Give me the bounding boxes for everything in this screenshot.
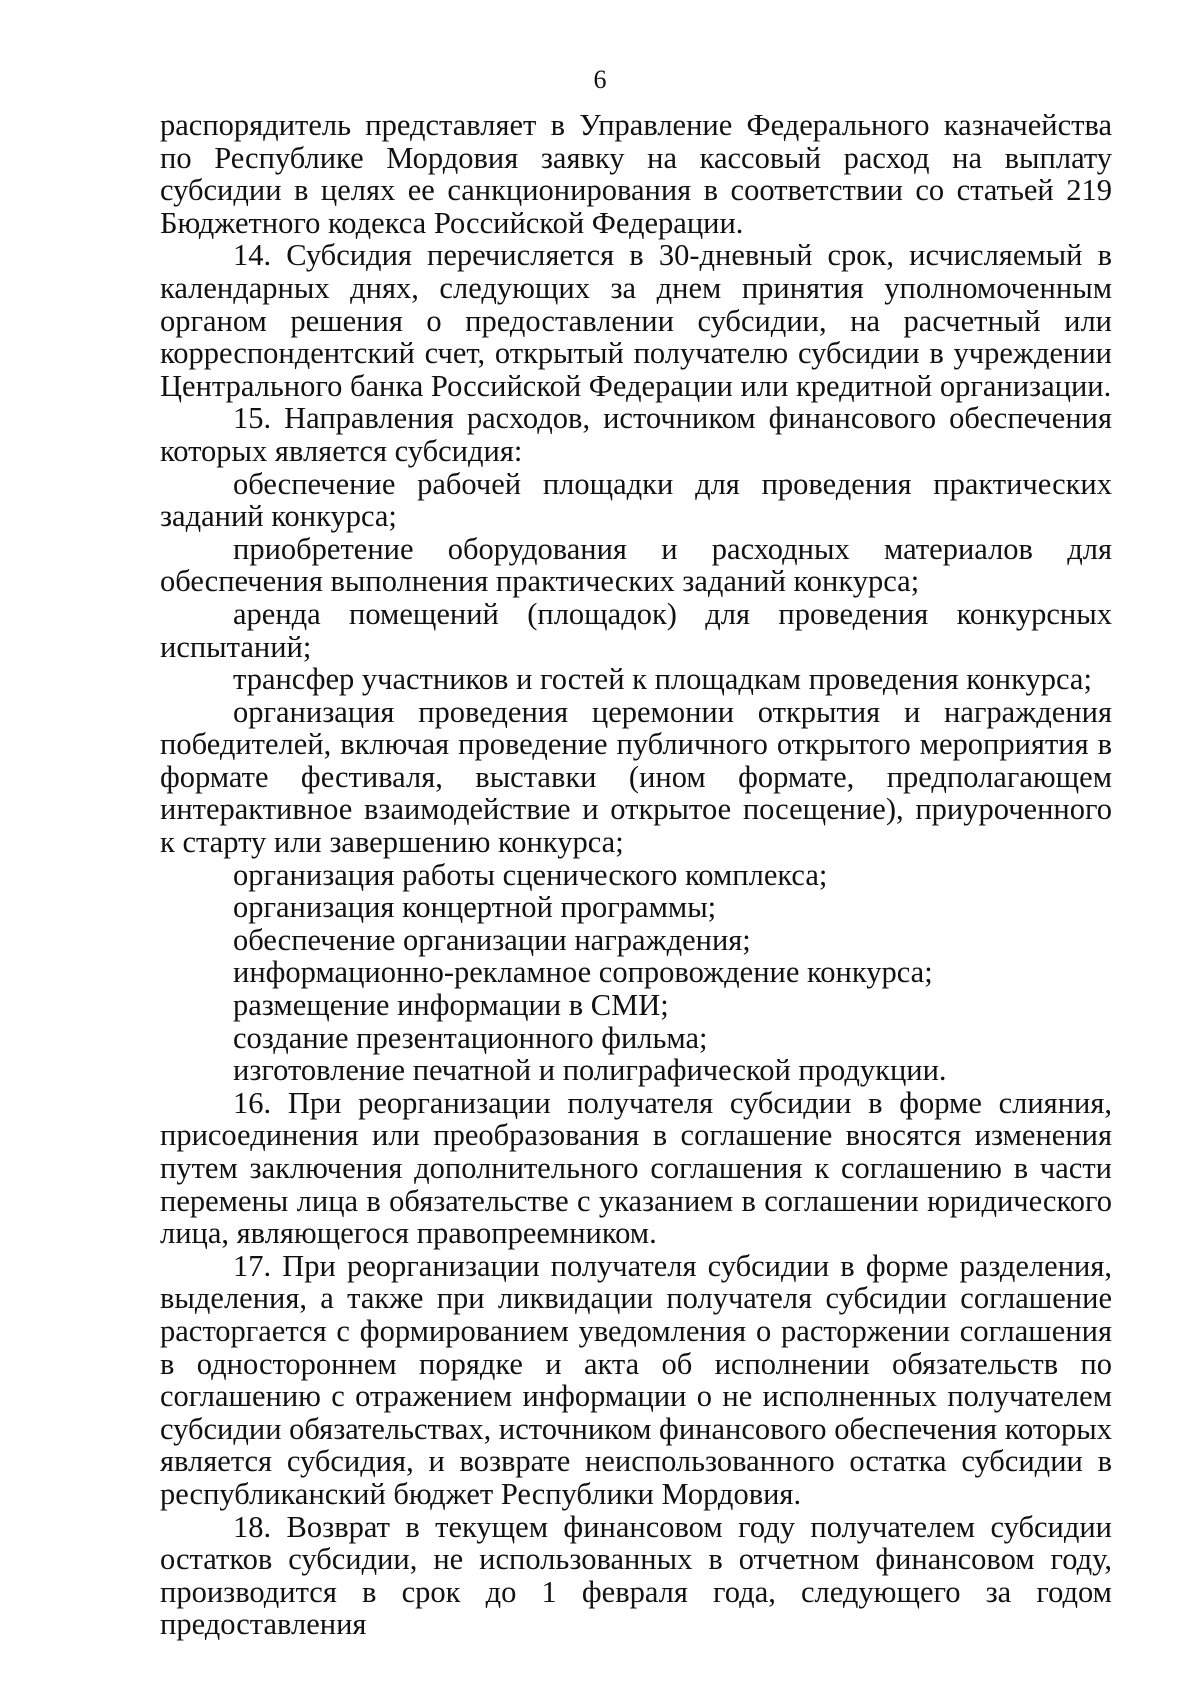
paragraph: организация концертной программы;	[233, 890, 717, 925]
document-body	[160, 109, 1112, 1641]
paragraph: изготовление печатной и полиграфической продукции.	[233, 1053, 947, 1088]
paragraph: 14. Субсидия перечисляется в 30-дневный срок, исчисляемый в календарных днях, следующих за днем принятия уполномоченным органом решения о предоставлении субсидии, на расчетный или корреспондентский счет, открытый получателю субсидии в учреждении Центрального банка Российской Федерации или кредитной организации.	[160, 238, 1112, 403]
paragraph: 18. Возврат в текущем финансовом году получателем субсидии остатков субсидии, не использованных в отчетном финансовом году, производится в срок до 1 февраля года, следующего за годом предоставления	[160, 1509, 1112, 1642]
paragraph: обеспечение организации награждения;	[233, 922, 751, 957]
paragraph: 15. Направления расходов, источником финансового обеспечения которых является субсидия:	[160, 401, 1112, 468]
paragraph: создание презентационного фильма;	[233, 1020, 708, 1055]
paragraph: распорядитель представляет в Управление Федерального казначейства по Республике Мордовия заявку на кассовый расход на выплату субсидии в целях ее санкционирования в соответствии со статьей 219 Бюджетного кодекса Российской Федерации.	[160, 108, 1112, 240]
paragraph: 16. При реорганизации получателя субсидии в форме слияния, присоединения или преобразования в соглашение вносятся изменения путем заключения дополнительного соглашения к соглашению в части перемены лица в обязательстве с указанием в соглашении юридического лица, являющегося правопреемником.	[160, 1085, 1112, 1251]
paragraph: информационно-рекламное сопровождение конкурса;	[233, 955, 933, 990]
paragraph: организация проведения церемонии открытия и награждения победителей, включая проведение публичного открытого мероприятия в формате фестиваля, выставки (ином формате, предполагающем интерактивное взаимодействие и открытое посещение), приуроченного к старту или завершению конкурса;	[160, 694, 1112, 860]
paragraph: аренда помещений (площадок) для проведения конкурсных испытаний;	[160, 596, 1112, 664]
page-number: 6	[593, 65, 607, 94]
paragraph: 17. При реорганизации получателя субсидии в форме разделения, выделения, а также при ликвидации получателя субсидии соглашение расторгается с формированием уведомления о расторжении соглашения в одностороннем порядке и акта об исполнении обязательств по соглашению с отражением информации о не исполненных получателем субсидии обязательствах, источником финансового обеспечения которых является субсидия, и возврате неиспользованного остатка субсидии в республиканский бюджет Республики Мордовия.	[160, 1248, 1112, 1511]
paragraph: приобретение оборудования и расходных материалов для обеспечения выполнения практических заданий конкурса;	[160, 531, 1112, 599]
paragraph: трансфер участников и гостей к площадкам проведения конкурса;	[233, 662, 1092, 697]
paragraph: обеспечение рабочей площадки для проведения практических заданий конкурса;	[160, 466, 1112, 534]
paragraph: организация работы сценического комплекса;	[233, 857, 828, 892]
paragraph: размещение информации в СМИ;	[233, 988, 669, 1023]
